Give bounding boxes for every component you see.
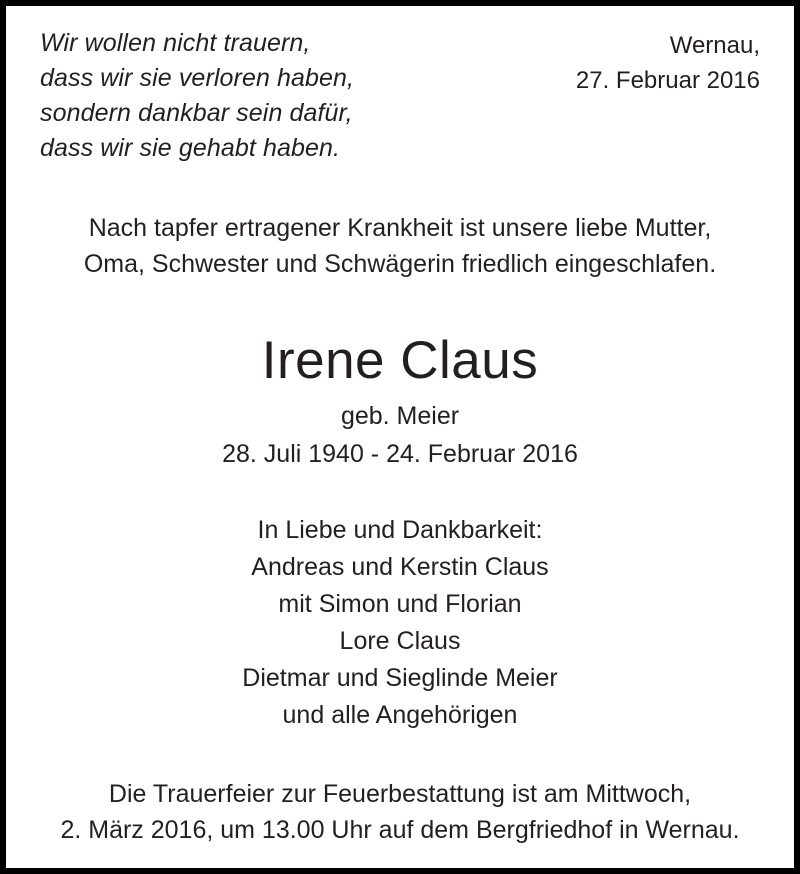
memorial-poem (40, 26, 354, 166)
deceased-maiden-name: geb. Meier (340, 402, 460, 430)
poem-line-3: sondern dankbar sein dafür, (40, 99, 353, 127)
announcement-line-1: Nach tapfer ertragener Krankheit ist unsere liebe Mutter, (88, 214, 712, 242)
funeral-details (40, 776, 760, 848)
place-and-date (576, 26, 760, 98)
mourners-block (40, 512, 760, 734)
poem-line-1: Wir wollen nicht trauern, (40, 29, 311, 57)
mourner-line-4: Dietmar und Sieglinde Meier (242, 664, 558, 692)
poem-line-2: dass wir sie verloren haben, (40, 64, 355, 92)
mourners-heading: In Liebe und Dankbarkeit: (257, 516, 543, 544)
header-row (40, 6, 760, 166)
deceased-name-block (40, 330, 760, 470)
place-label: Wernau, (669, 32, 760, 59)
mourner-line-5: und alle Angehörigen (282, 701, 518, 729)
notice-date: 27. Februar 2016 (575, 67, 760, 94)
funeral-line-2: 2. März 2016, um 13.00 Uhr auf dem Bergfriedhof in Wernau. (60, 816, 740, 844)
mourner-line-3: Lore Claus (339, 627, 461, 655)
announcement-line-2: Oma, Schwester und Schwägerin friedlich eingeschlafen. (83, 250, 717, 278)
poem-line-4: dass wir sie gehabt haben. (40, 134, 341, 162)
card-inner (6, 6, 794, 868)
deceased-full-name: Irene Claus (261, 331, 539, 390)
mourner-line-2: mit Simon und Florian (278, 590, 522, 618)
deceased-life-dates: 28. Juli 1940 - 24. Februar 2016 (222, 440, 578, 468)
announcement-text (40, 210, 760, 282)
funeral-line-1: Die Trauerfeier zur Feuerbestattung ist am Mittwoch, (108, 780, 692, 808)
mourner-line-1: Andreas und Kerstin Claus (251, 553, 549, 581)
